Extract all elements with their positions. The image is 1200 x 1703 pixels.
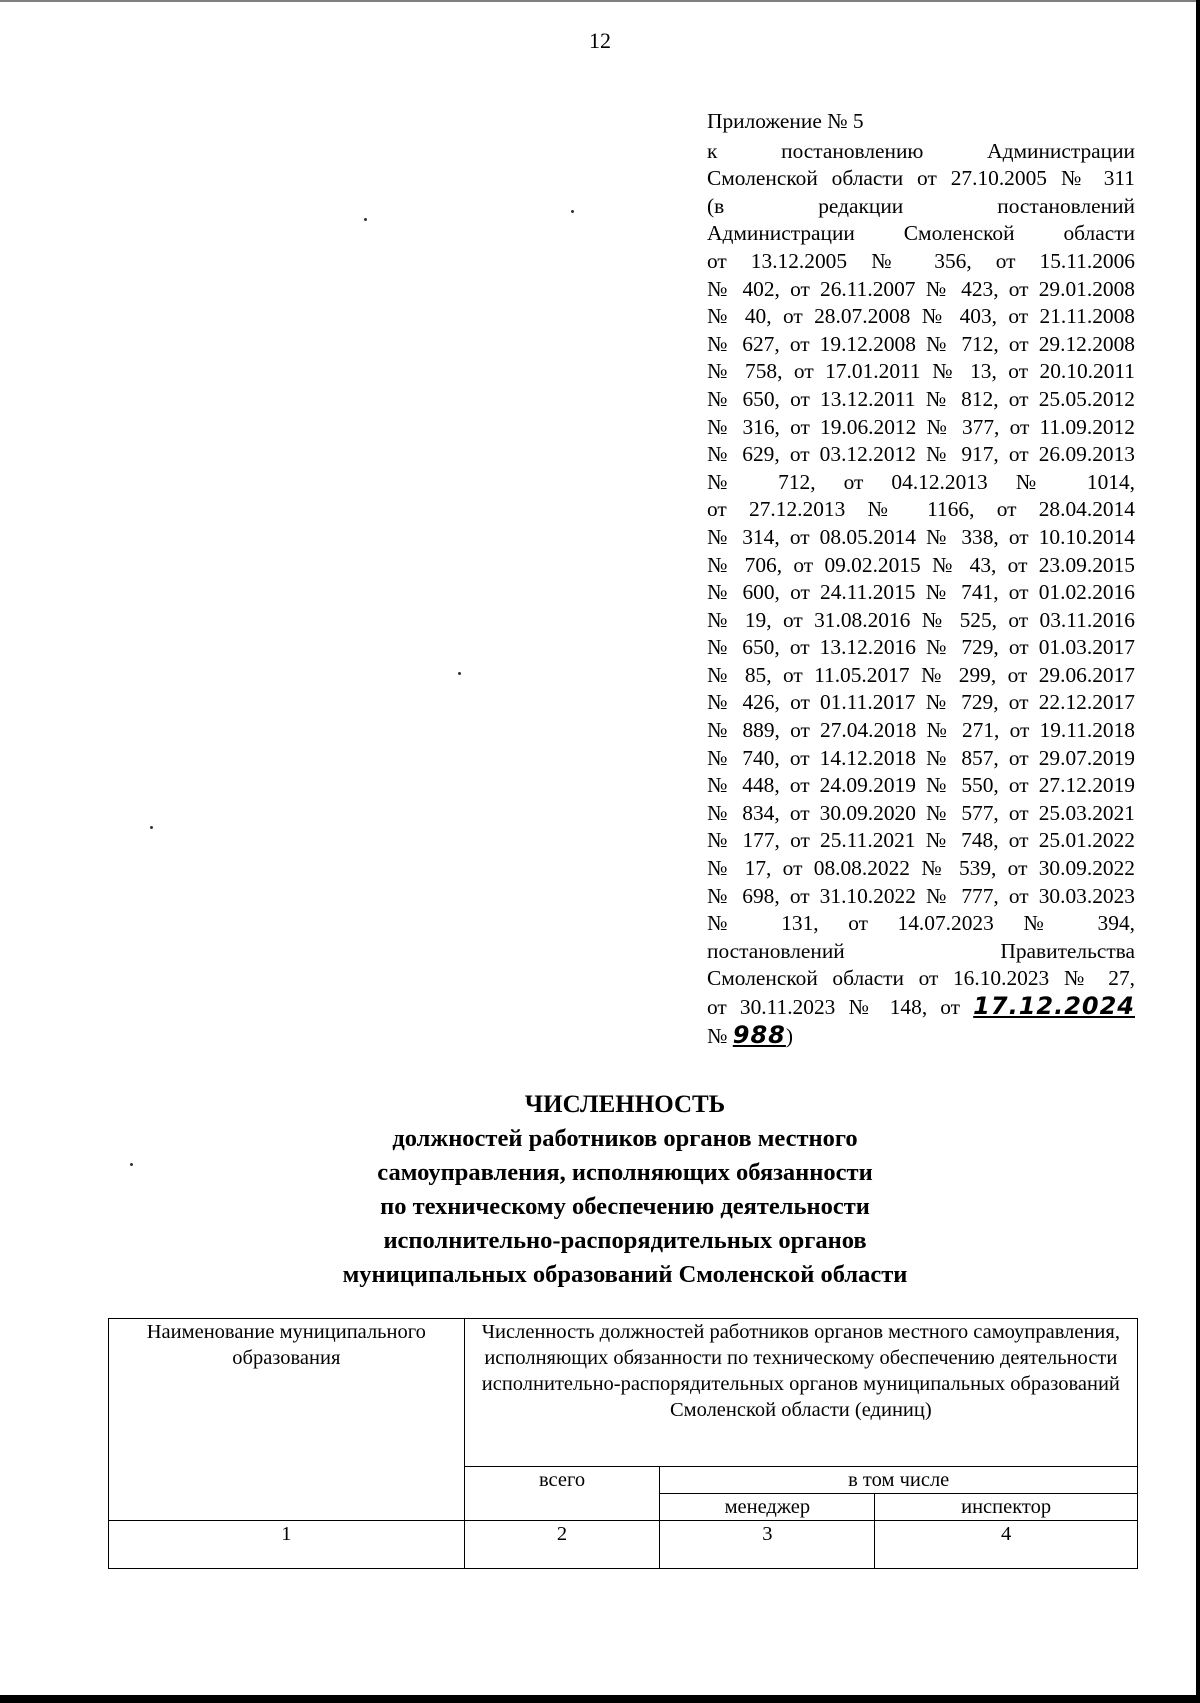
header-manager: менеджер <box>660 1494 875 1521</box>
appendix-line: № 19, от 31.08.2016 № 525, от 03.11.2016 <box>707 607 1135 632</box>
appendix-line: № 131, от 14.07.2023 № 394, <box>707 911 1135 936</box>
heading-line: должностей работников органов местного <box>392 1125 858 1152</box>
appendix-line: № 629, от 03.12.2012 № 917, от 26.09.2013 <box>707 442 1135 467</box>
heading-lines <box>0 1122 1200 1292</box>
handwritten-date: 17.12.2024 <box>973 992 1135 1020</box>
document-heading <box>0 1088 1200 1292</box>
appendix-line: № 650, от 13.12.2016 № 729, от 01.03.2017 <box>707 635 1135 660</box>
appendix-body <box>707 138 1135 1051</box>
appendix-line: Смоленской области от 27.10.2005 № 311 <box>707 166 1135 191</box>
header-inspector: инспектор <box>875 1494 1138 1521</box>
scan-speck <box>458 672 461 675</box>
column-number-1: 1 <box>109 1521 465 1569</box>
header-including: в том числе <box>660 1467 1138 1494</box>
appendix-line: № 177, от 25.11.2021 № 748, от 25.01.2022 <box>707 828 1135 853</box>
appendix-line: постановлений Правительства <box>707 938 1135 963</box>
handwritten-number: 988 <box>732 1020 786 1049</box>
scan-border-top <box>0 0 1200 2</box>
col2-header: Численность должностей работников органов местного самоуправления, исполняющих обязанности по техническому обеспечению деятельности исполнительно-распорядительных органов муниципальных образований Смоленской области (единиц) <box>464 1319 1137 1467</box>
page-number: 12 <box>589 28 611 53</box>
appendix-line: № 316, от 19.06.2012 № 377, от 11.09.2012 <box>707 414 1135 439</box>
appendix-line: № 706, от 09.02.2015 № 43, от 23.09.2015 <box>707 552 1135 577</box>
scan-speck <box>150 826 153 829</box>
appendix-line: № 834, от 30.09.2020 № 577, от 25.03.2021 <box>707 800 1135 825</box>
heading-line: по техническому обеспечению деятельности <box>380 1193 870 1220</box>
appendix-line: № 314, от 08.05.2014 № 338, от 10.10.2014 <box>707 524 1135 549</box>
column-number-2: 2 <box>464 1521 660 1569</box>
appendix-line-before-date: от 30.11.2023 № 148, от <box>707 995 961 1019</box>
appendix-lines <box>707 138 1135 993</box>
appendix-line: от 27.12.2013 № 1166, от 28.04.2014 <box>707 497 1135 522</box>
column-number-3: 3 <box>660 1521 875 1569</box>
heading-title: ЧИСЛЕННОСТЬ <box>524 1091 726 1118</box>
scan-speck <box>571 210 574 213</box>
appendix-line: № 650, от 13.12.2011 № 812, от 25.05.2012 <box>707 386 1135 411</box>
appendix-line: № 40, от 28.07.2008 № 403, от 21.11.2008 <box>707 304 1135 329</box>
column-number-4: 4 <box>875 1521 1138 1569</box>
heading-line: муниципальных образований Смоленской области <box>342 1261 908 1288</box>
scan-speck <box>364 218 367 221</box>
appendix-line: № 627, от 19.12.2008 № 712, от 29.12.2008 <box>707 331 1135 356</box>
scan-border-right <box>1196 0 1200 1703</box>
appendix-line: от 13.12.2005 № 356, от 15.11.2006 <box>707 248 1135 273</box>
appendix-line: Смоленской области от 16.10.2023 № 27, <box>707 966 1135 991</box>
heading-line: самоуправления, исполняющих обязанности <box>377 1159 873 1186</box>
appendix-line: № 600, от 24.11.2015 № 741, от 01.02.2016 <box>707 580 1135 605</box>
appendix-closing: ) <box>785 1023 794 1048</box>
appendix-date-line <box>707 993 1135 1022</box>
appendix-line: № 402, от 26.11.2007 № 423, от 29.01.2008 <box>707 276 1135 301</box>
col1-header: Наименование муниципального образования <box>109 1319 465 1521</box>
appendix-line: Администрации Смоленской области <box>707 221 1135 246</box>
scan-border-bottom <box>0 1695 1200 1703</box>
staff-table <box>108 1318 1138 1569</box>
appendix-line: № 448, от 24.09.2019 № 550, от 27.12.2019 <box>707 773 1135 798</box>
heading-line: исполнительно-распорядительных органов <box>383 1227 867 1254</box>
appendix-line: (в редакции постановлений <box>707 193 1135 218</box>
appendix-line: № 17, от 08.08.2022 № 539, от 30.09.2022 <box>707 856 1135 881</box>
appendix-header <box>707 108 1135 1050</box>
appendix-line: № 712, от 04.12.2013 № 1014, <box>707 469 1135 494</box>
appendix-line: № 740, от 14.12.2018 № 857, от 29.07.2019 <box>707 745 1135 770</box>
appendix-line: № 758, от 17.01.2011 № 13, от 20.10.2011 <box>707 359 1135 384</box>
appendix-number-prefix: № <box>707 1023 728 1048</box>
appendix-number-line <box>707 1022 1135 1051</box>
appendix-line: к постановлению Администрации <box>707 138 1135 163</box>
appendix-line: № 889, от 27.04.2018 № 271, от 19.11.2018 <box>707 718 1135 743</box>
appendix-line: № 85, от 11.05.2017 № 299, от 29.06.2017 <box>707 662 1135 687</box>
appendix-title: Приложение № 5 <box>707 109 864 133</box>
appendix-line: № 426, от 01.11.2017 № 729, от 22.12.2017 <box>707 690 1135 715</box>
appendix-line: № 698, от 31.10.2022 № 777, от 30.03.2023 <box>707 883 1135 908</box>
header-total: всего <box>464 1467 660 1521</box>
scan-speck <box>130 1163 133 1166</box>
